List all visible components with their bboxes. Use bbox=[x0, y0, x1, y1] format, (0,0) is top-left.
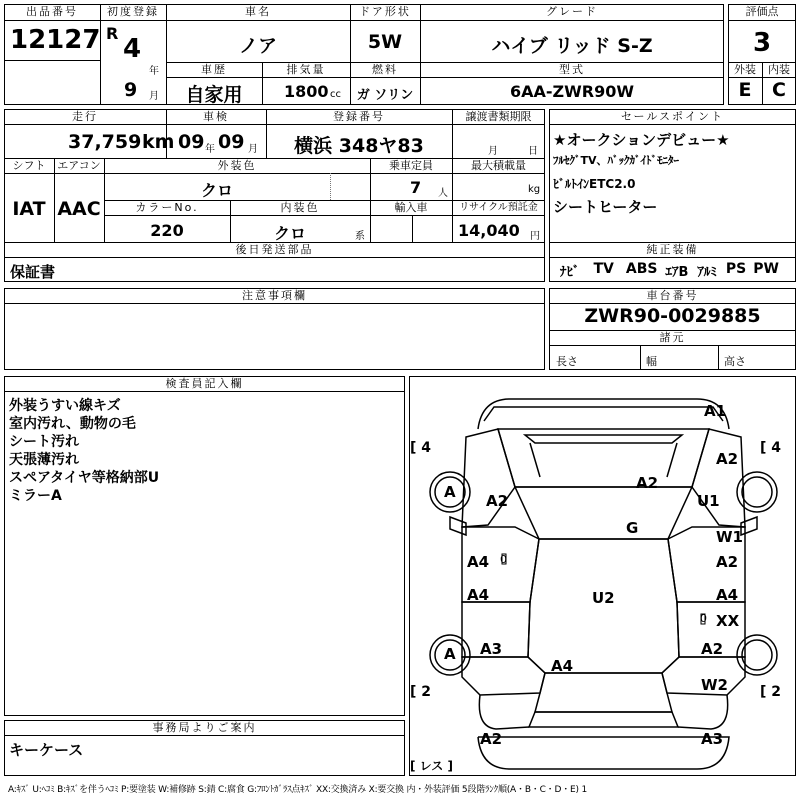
history: 自家用 bbox=[185, 84, 243, 106]
sales-point-1: ★オークションデビュー★ bbox=[553, 131, 730, 149]
mark-g: G bbox=[626, 519, 639, 537]
displacement: 1800 bbox=[284, 82, 329, 101]
mark-o2: 0 bbox=[700, 612, 707, 625]
length-label: 長さ bbox=[556, 355, 578, 368]
capacity: 7 bbox=[410, 178, 422, 197]
mark-a2-quarter-r: A2 bbox=[701, 640, 724, 658]
interior-score: C bbox=[772, 79, 786, 101]
mark-a2-frontdoor-r: A2 bbox=[716, 553, 739, 571]
inspector-note-5: スペアタイヤ等格納部U bbox=[9, 470, 160, 486]
tire-tread-rl: [ 2 bbox=[410, 684, 432, 700]
month-unit: 月 bbox=[149, 91, 159, 102]
type-label: 型式 bbox=[559, 63, 585, 76]
model-label: 車名 bbox=[245, 5, 271, 18]
lot-no: 12127 bbox=[10, 25, 101, 55]
legend: A:ｷｽﾞ U:ﾍｺﾐ B:ｷｽﾞを伴うﾍｺﾐ P:要塗装 W:補修跡 S:錆 C:腐食 G:ﾌﾛﾝﾄｶﾞﾗｽ点ｷｽﾞ XX:交換済み X:要交換 内・外装評価 5段階ﾗﾝｸ順(A・B・C・D・E) 1 bbox=[8, 785, 587, 795]
equip-ps: PS bbox=[725, 261, 747, 277]
mark-a2-hood: A2 bbox=[716, 450, 739, 468]
later-parts: 保証書 bbox=[10, 263, 56, 281]
damage-diagram bbox=[409, 376, 796, 776]
inspector-note-3: シート汚れ bbox=[9, 434, 79, 450]
mark-wheel-fl: A bbox=[444, 483, 456, 501]
tire-tread-rr: [ 2 bbox=[760, 684, 782, 700]
mark-o1: 0 bbox=[500, 553, 507, 566]
mark-a2-fender-l: A2 bbox=[486, 492, 509, 510]
equip-pw: PW bbox=[753, 261, 779, 277]
chassis-number: ZWR90-0029885 bbox=[584, 305, 761, 327]
sales-points-label: セールスポイント bbox=[620, 110, 724, 123]
plate-number: 横浜 348ヤ83 bbox=[294, 135, 424, 157]
equip-navi: ﾅﾋﾞ bbox=[560, 265, 580, 280]
shift: IAT bbox=[12, 198, 46, 220]
transfer-month-unit: 月 bbox=[488, 146, 498, 157]
ext-color-label: 外装色 bbox=[217, 159, 257, 172]
inspector-note-6: ミラーA bbox=[9, 488, 62, 504]
inspector-note-2: 室内汚れ、動物の毛 bbox=[9, 416, 136, 432]
sales-point-2: ﾌﾙｾｸﾞTV、ﾊﾞｯｸｶﾞｲﾄﾞﾓﾆﾀｰ bbox=[553, 154, 680, 167]
mark-a4-frontdoor-l: A4 bbox=[467, 553, 490, 571]
reg-year: 4 bbox=[123, 34, 142, 64]
ac-label: エアコン bbox=[57, 159, 101, 172]
office-label: 事務局よりご案内 bbox=[152, 721, 257, 734]
mark-wheel-rl: A bbox=[444, 645, 456, 663]
mileage-unit: km bbox=[142, 131, 175, 153]
tire-tread-fl: [ 4 bbox=[410, 440, 432, 456]
displacement-unit: cc bbox=[330, 89, 341, 100]
door-label: ドア形状 bbox=[359, 5, 411, 18]
model-name: ノア bbox=[238, 35, 277, 57]
color-no-label: カラーNo. bbox=[135, 201, 199, 214]
office-note: キーケース bbox=[9, 741, 84, 759]
inspector-note-4: 天張薄汚れ bbox=[9, 452, 79, 468]
mark-u2: U2 bbox=[592, 589, 615, 607]
color-no: 220 bbox=[150, 221, 184, 240]
equip-airbag: ｴｱB bbox=[665, 265, 689, 280]
notes-label: 注意事項欄 bbox=[242, 289, 307, 302]
mark-w2: W2 bbox=[701, 676, 728, 694]
equip-abs: ABS bbox=[625, 261, 658, 277]
int-color-label: 内装色 bbox=[280, 201, 320, 214]
shift-label: シフト bbox=[12, 159, 46, 172]
capacity-label: 乗車定員 bbox=[389, 159, 433, 172]
ac: AAC bbox=[57, 198, 101, 220]
sales-point-3: ﾋﾞﾙﾄｲﾝETC2.0 bbox=[553, 177, 636, 191]
score-label: 評価点 bbox=[745, 5, 779, 18]
score: 3 bbox=[752, 28, 772, 58]
spec-label: 諸元 bbox=[659, 331, 686, 344]
transfer-label: 譲渡書類期限 bbox=[465, 110, 532, 123]
int-color: クロ bbox=[273, 224, 306, 243]
grade: ハイブ リッド S-Z bbox=[491, 35, 653, 57]
grade-label: グレード bbox=[546, 5, 598, 18]
mark-u1: U1 bbox=[697, 492, 720, 510]
inspection-year-unit: 年 bbox=[205, 144, 215, 155]
load-unit: kg bbox=[528, 184, 541, 195]
exterior-label: 外装 bbox=[734, 63, 756, 76]
mark-a2-rearbumper: A2 bbox=[480, 730, 503, 748]
mark-a2-center: A2 bbox=[636, 474, 659, 492]
equipment-label: 純正装備 bbox=[646, 243, 699, 256]
recycle-label: リサイクル預託金 bbox=[459, 202, 538, 213]
inspector-label: 検査員記入欄 bbox=[165, 377, 244, 390]
reg-month: 9 bbox=[124, 79, 138, 101]
inspection-month: 09 bbox=[218, 131, 245, 153]
displacement-label: 排気量 bbox=[286, 63, 326, 76]
inspection-year: 09 bbox=[178, 131, 205, 153]
car-outline bbox=[410, 377, 797, 777]
mark-a4-tailgate: A4 bbox=[551, 657, 574, 675]
history-label: 車歴 bbox=[201, 63, 227, 76]
recycle-fee: 14,040 bbox=[458, 221, 520, 240]
capacity-unit: 人 bbox=[438, 188, 448, 199]
int-color-unit: 系 bbox=[355, 231, 365, 242]
mark-a3-quarter-l: A3 bbox=[480, 640, 503, 658]
recycle-unit: 円 bbox=[530, 231, 540, 242]
mark-a3-rearbumper: A3 bbox=[701, 730, 724, 748]
load-label: 最大積載量 bbox=[471, 159, 526, 172]
year-unit: 年 bbox=[149, 66, 159, 77]
mileage-label: 走行 bbox=[72, 110, 98, 123]
mark-w1: W1 bbox=[716, 528, 743, 546]
fuel-label: 燃料 bbox=[372, 63, 398, 76]
first-reg-label: 初度登録 bbox=[107, 5, 159, 18]
import-label: 輸入車 bbox=[394, 201, 428, 214]
mileage: 37,759 bbox=[68, 131, 142, 153]
mark-a1-bumper: A1 bbox=[704, 402, 727, 420]
exterior-score: E bbox=[738, 79, 752, 101]
sales-point-4: シートヒーター bbox=[553, 198, 658, 216]
height-label: 高さ bbox=[724, 355, 746, 368]
chassis-label: 車台番号 bbox=[646, 289, 699, 302]
spare-tire: [ レス ] bbox=[410, 759, 453, 773]
width-label: 幅 bbox=[646, 355, 657, 368]
inspection-month-unit: 月 bbox=[248, 144, 258, 155]
plate-label: 登録番号 bbox=[333, 110, 385, 123]
mark-a4-reardoor-r: A4 bbox=[716, 586, 739, 604]
equip-alloy: ｱﾙﾐ bbox=[697, 265, 717, 280]
lot-no-label: 出品番号 bbox=[26, 5, 78, 18]
interior-label: 内装 bbox=[768, 63, 790, 76]
equip-tv: TV bbox=[593, 261, 614, 277]
mark-a4-reardoor-l: A4 bbox=[467, 586, 490, 604]
mark-xx: XX bbox=[716, 612, 740, 630]
type-code: 6AA-ZWR90W bbox=[509, 82, 635, 101]
equipment-list bbox=[560, 261, 796, 280]
inspector-note-1: 外装うすい線キズ bbox=[9, 398, 121, 414]
transfer-day-unit: 日 bbox=[528, 146, 538, 157]
inspection-label: 車検 bbox=[203, 110, 229, 123]
later-parts-label: 後日発送部品 bbox=[235, 243, 314, 256]
ext-color: クロ bbox=[200, 181, 233, 200]
tire-tread-fr: [ 4 bbox=[760, 440, 782, 456]
door-type: 5W bbox=[367, 31, 403, 53]
fuel: ガ ソリン bbox=[356, 88, 414, 103]
era: R bbox=[106, 24, 119, 43]
